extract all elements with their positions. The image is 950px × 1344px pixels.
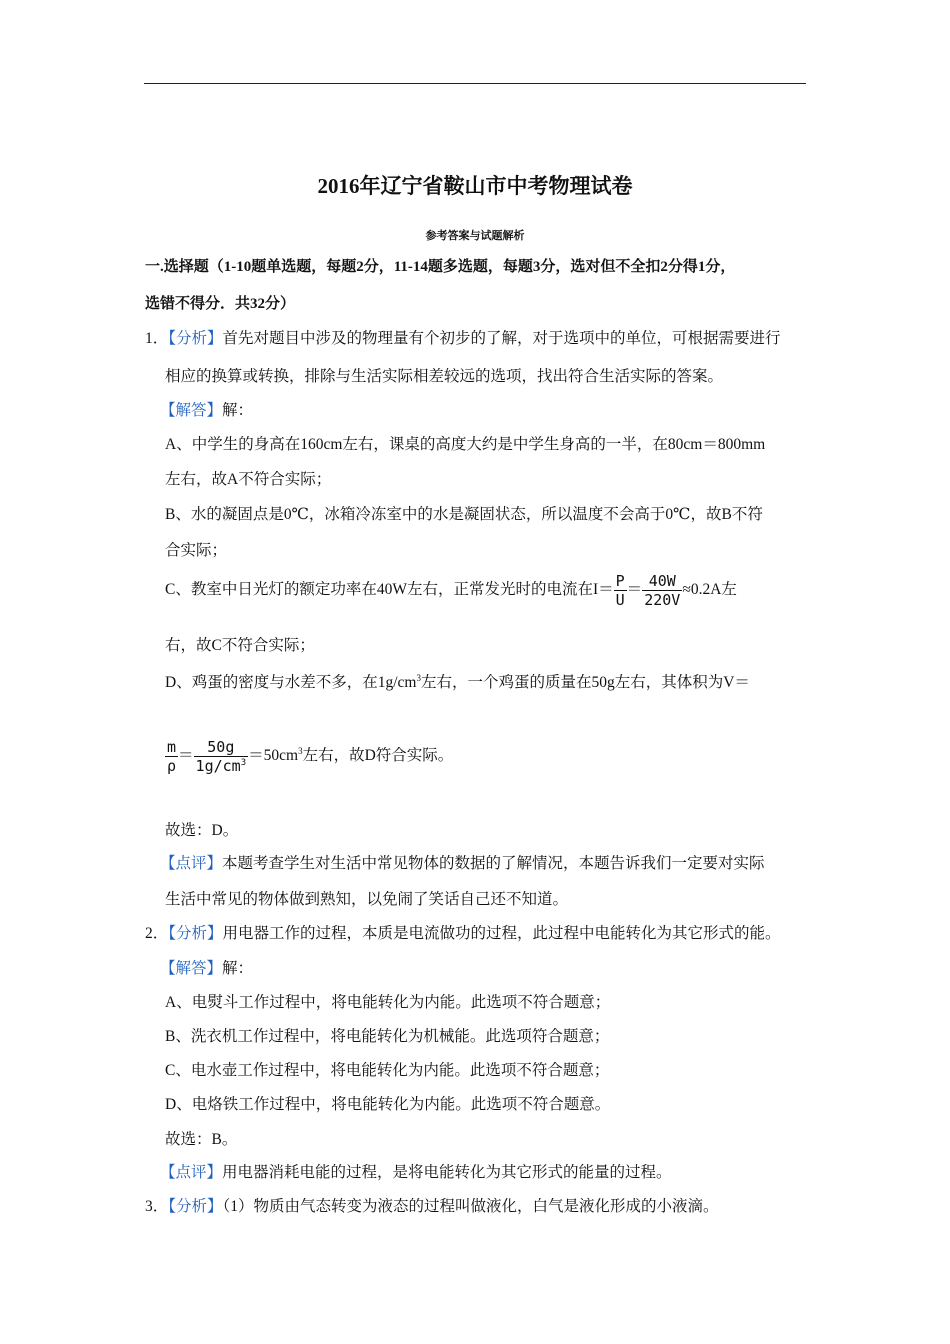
q1-option-c-line1: C、教室中日光灯的额定功率在40W左右，正常发光时的电流在I＝ $\frac{P}{U}$ ＝ $\frac{40W}{220V}$ ≈0.2A左 <box>165 572 737 609</box>
q1-analysis-tag: 【分析】 <box>168 330 223 347</box>
q1-review-tag: 【点评】 <box>160 855 223 872</box>
q1-review-line2: 生活中常见的物体做到熟知，以免闹了笑话自己还不知道。 <box>165 891 569 908</box>
q2-choice: 故选：B。 <box>165 1131 238 1148</box>
q1-choice: 故选：D。 <box>165 822 239 839</box>
q2-analysis-line: 2．【分析】用电器工作的过程，本质是电流做功的过程，此过程中电能转化为其它形式的能。 <box>145 925 781 942</box>
fraction-40w-over-220v: $\frac{40W}{220V}$ <box>644 572 681 609</box>
page-subtitle: 参考答案与试题解析 <box>425 230 525 242</box>
q2-option-b: B、洗衣机工作过程中，将电能转化为机械能。此选项符合题意； <box>165 1028 610 1045</box>
q2-answer-line: 【解答】解： <box>160 960 254 977</box>
q2-option-a: A、电熨斗工作过程中，将电能转化为内能。此选项不符合题意； <box>165 994 611 1011</box>
q2-answer-tag: 【解答】 <box>160 960 223 977</box>
fraction-m-over-rho: $\frac{m}{\rho}$ <box>167 738 177 775</box>
header-rule <box>144 83 806 84</box>
q2-review-tag: 【点评】 <box>160 1164 223 1181</box>
q2-number: 2． <box>145 925 169 942</box>
q1-option-a-line2: 左右，故A不符合实际； <box>165 471 332 488</box>
q1-analysis-line1: 1．【分析】首先对题目中涉及的物理量有个初步的了解，对于选项中的单位，可根据需要进行 <box>145 330 781 347</box>
q1-option-a-line1: A、中学生的身高在160cm左右，课桌的高度大约是中学生身高的一半，在80cm＝800mm <box>165 436 766 453</box>
q1-option-b-line1: B、水的凝固点是0℃，冰箱冷冻室中的水是凝固状态，所以温度不会高于0℃，故B不符 <box>165 506 763 523</box>
fraction-p-over-u: $\frac{P}{U}$ <box>615 572 625 609</box>
q1-option-c-line2: 右，故C不符合实际； <box>165 637 315 654</box>
section-heading-line2: 选错不得分．共32分） <box>145 296 296 312</box>
q1-option-b-line2: 合实际； <box>165 542 228 559</box>
q1-number: 1． <box>145 330 169 347</box>
q2-option-d: D、电烙铁工作过程中，将电能转化为内能。此选项不符合题意。 <box>165 1096 611 1113</box>
q1-review-line1: 【点评】本题考查学生对生活中常见物体的数据的了解情况，本题告诉我们一定要对实际 <box>160 855 765 872</box>
q3-number: 3． <box>145 1198 169 1215</box>
q1-answer-tag: 【解答】 <box>160 402 223 419</box>
q1-analysis-line2: 相应的换算或转换，排除与生活实际相差较远的选项，找出符合生活实际的答案。 <box>165 368 724 385</box>
q3-analysis-tag: 【分析】 <box>168 1198 223 1215</box>
q2-review-line: 【点评】用电器消耗电能的过程，是将电能转化为其它形式的能量的过程。 <box>160 1164 672 1181</box>
page-title: 2016年辽宁省鞍山市中考物理试卷 <box>317 174 633 198</box>
q3-analysis-line: 3．【分析】（1）物质由气态转变为液态的过程叫做液化，白气是液化形成的小液滴。 <box>145 1198 719 1215</box>
q1-answer-line: 【解答】解： <box>160 402 254 419</box>
fraction-50g-over-density: $\frac{50g}{1g/cm^3}$ <box>195 738 247 775</box>
q2-analysis-tag: 【分析】 <box>168 925 223 942</box>
q1-option-d-line2: $\frac{m}{\rho}$ ＝ $\frac{50g}{1g/cm^3}$ $=50cm^3$左右，故D符合实际。 <box>167 738 454 775</box>
q1-option-d-line1: D、鸡蛋的密度与水差不多，在$1g/cm^3$左右，一个鸡蛋的质量在50g左右，其体积为V＝ <box>165 672 750 691</box>
q2-option-c: C、电水壶工作过程中，将电能转化为内能。此选项不符合题意； <box>165 1062 610 1079</box>
section-heading-line1: 一.选择题（1-10题单选题，每题2分，11-14题多选题，每题3分，选对但不全扣2分得1分， <box>145 259 736 275</box>
